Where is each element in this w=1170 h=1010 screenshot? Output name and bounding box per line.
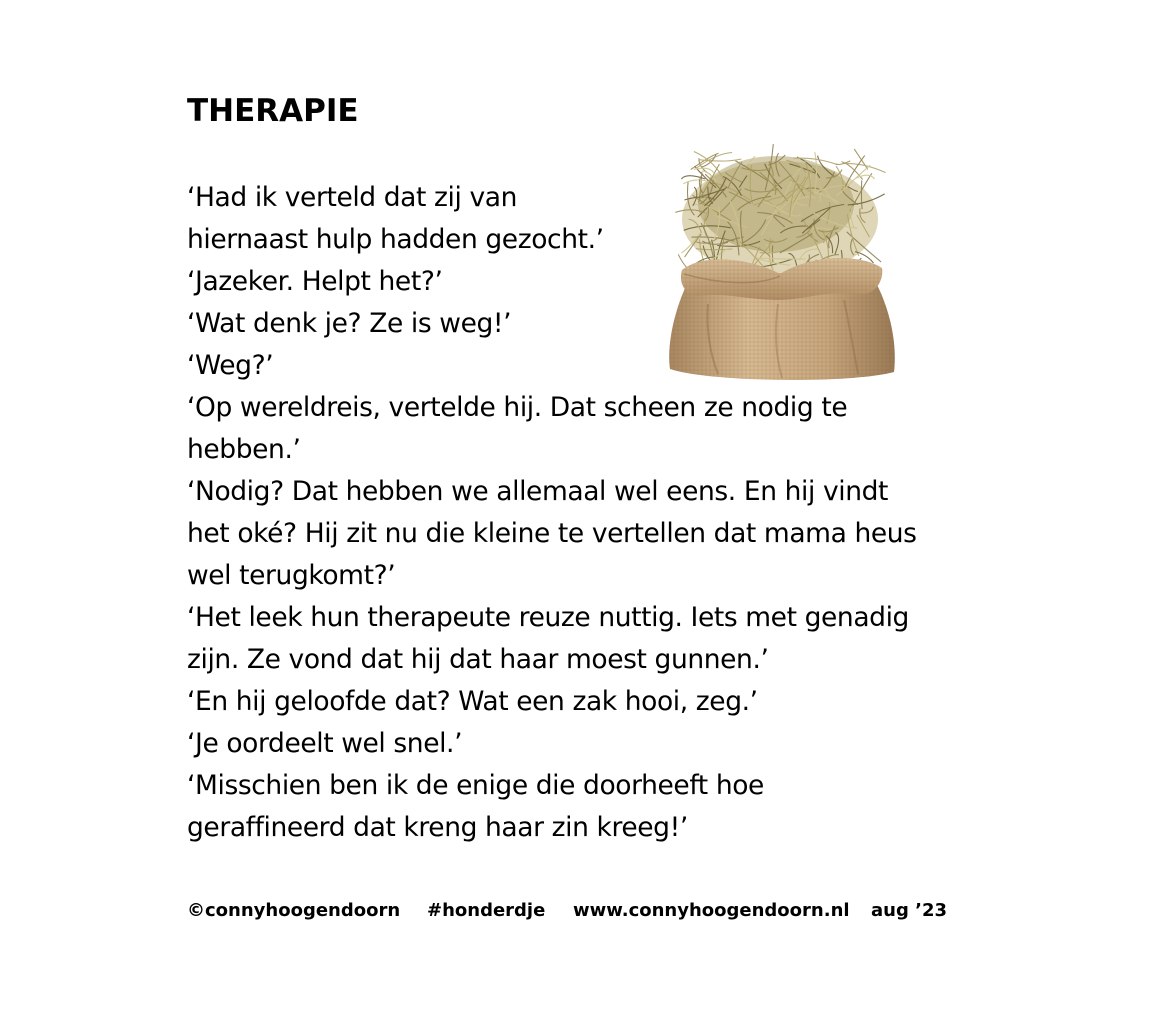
poem-line: ‘Misschien ben ik de enige die doorheeft hoe (187, 770, 764, 801)
poem-line: geraffineerd dat kreng haar zin kreeg!’ (187, 812, 688, 843)
poem-line: het oké? Hij zit nu die kleine te vertellen dat mama heus (187, 518, 917, 549)
poem-title: THERAPIE (187, 93, 359, 129)
poem-line: hiernaast hulp hadden gezocht.’ (187, 224, 604, 255)
poem-line: ‘Je oordeelt wel snel.’ (187, 728, 463, 759)
poem-line: ‘Wat denk je? Ze is weg!’ (187, 308, 512, 339)
poem-line: ‘Weg?’ (187, 350, 274, 381)
poem-line: hebben.’ (187, 434, 301, 465)
poem-line: ‘Nodig? Dat hebben we allemaal wel eens. En hij vindt (187, 476, 889, 507)
footer-copyright: ©connyhoogendoorn (187, 900, 401, 921)
poem-line: ‘En hij geloofde dat? Wat een zak hooi, zeg.’ (187, 686, 758, 717)
footer-website: www.connyhoogendoorn.nl (573, 900, 850, 921)
poem-line: ‘Jazeker. Helpt het?’ (187, 266, 443, 297)
poem-line: zijn. Ze vond dat hij dat haar moest gunnen.’ (187, 644, 769, 675)
hay-strand (772, 245, 773, 263)
footer-date: aug ’23 (871, 900, 947, 921)
poem-line: ‘Op wereldreis, vertelde hij. Dat scheen ze nodig te (187, 392, 848, 423)
burlap-sack-icon (669, 258, 895, 380)
poem-line: ‘Had ik verteld dat zij van (187, 182, 517, 213)
footer-hashtag: #honderdje (427, 900, 546, 921)
hay-strand (683, 180, 706, 184)
hay-sack-illustration (648, 124, 908, 386)
hay-strand (861, 180, 862, 209)
poem-line: wel terugkomt?’ (187, 560, 396, 591)
hay-strand (854, 149, 868, 170)
poem-line: ‘Het leek hun therapeute reuze nuttig. Iets met genadig (187, 602, 909, 633)
